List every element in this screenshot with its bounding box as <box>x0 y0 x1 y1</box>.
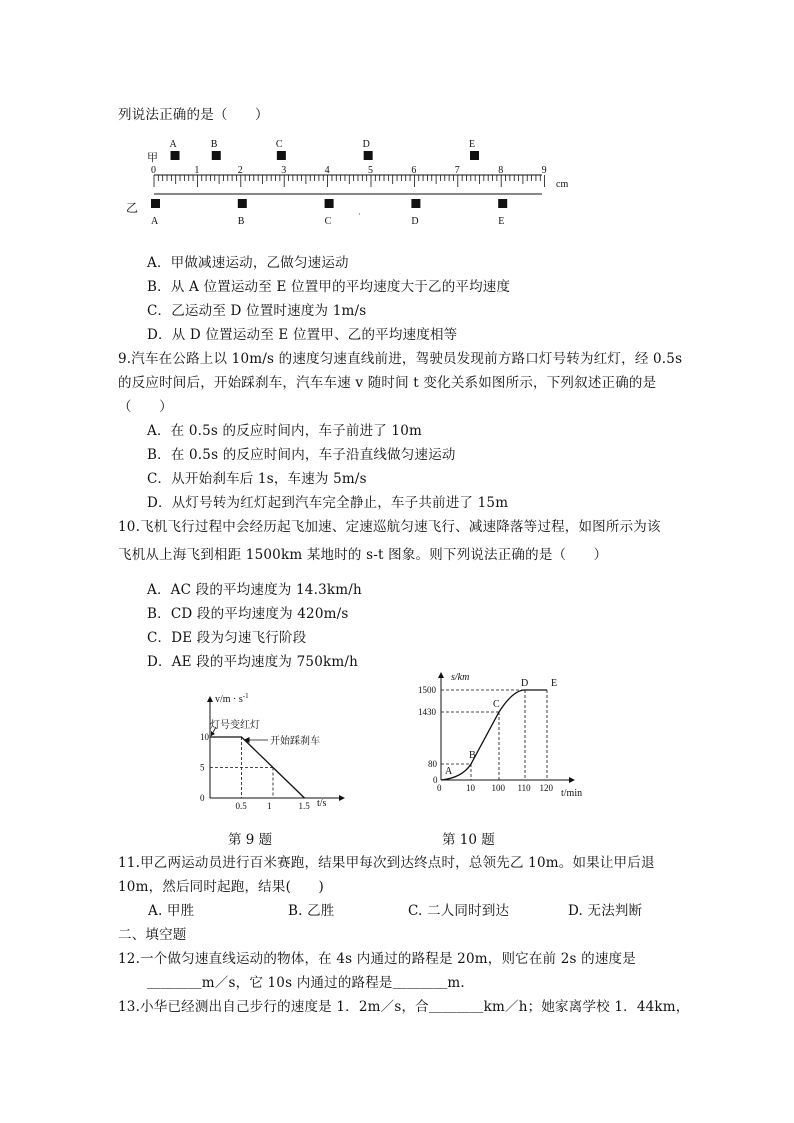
q10-option-d: D．AE 段的平均速度为 750km/h <box>147 654 359 670</box>
q11-option-b: B. 乙胜 <box>288 903 335 919</box>
fig9-ytick: 10 <box>200 732 209 742</box>
fig10-xlabel: t/min <box>561 788 583 799</box>
fig10-chart <box>413 668 593 803</box>
top-mark-square <box>277 151 286 160</box>
bottom-mark-square <box>498 199 507 208</box>
fig10-origin: 0 <box>437 783 442 793</box>
q9-stem-line3: （ ） <box>118 399 173 415</box>
q11-option-a: A. 甲胜 <box>148 903 195 919</box>
q10-option-a: A．AC 段的平均速度为 14.3km/h <box>147 582 362 598</box>
ruler-number: 5 <box>368 165 373 176</box>
fig9-ytick: 0 <box>200 793 205 803</box>
bottom-mark-label: A <box>151 216 159 227</box>
fig10-y-arrow <box>438 672 444 678</box>
ruler-number: 4 <box>324 165 330 176</box>
q9-option-a: A．在 0.5s 的反应时间内，车子前进了 10m <box>147 423 422 439</box>
fig10-point-label: B <box>469 750 476 761</box>
fig9-chart <box>195 688 355 813</box>
ruler-number: 2 <box>237 165 243 176</box>
fig9-xtick: 1.5 <box>298 801 310 811</box>
ruler-figure <box>118 135 588 230</box>
fig10-xtick: 120 <box>539 783 553 793</box>
q8-option-b: B．从 A 位置运动至 E 位置甲的平均速度大于乙的平均速度 <box>147 279 511 295</box>
bottom-mark-label: D <box>411 216 419 227</box>
fig9-y-arrow <box>207 696 213 702</box>
fig10-x-arrow <box>569 777 575 783</box>
fig9-xlabel: t/s <box>317 798 327 809</box>
q8-option-c: C．乙运动至 D 位置时速度为 1m/s <box>147 303 367 319</box>
q10-stem-line1: 10.飞机飞行过程中会经历起飞加速、定速巡航匀速飞行、减速降落等过程，如图所示为该 <box>118 519 661 535</box>
fig10-point-label: A <box>445 766 453 777</box>
top-mark-label: C <box>275 139 283 150</box>
top-mark-square <box>171 151 180 160</box>
ruler-bottom-label: 乙 <box>126 201 139 215</box>
q11-stem-line1: 11.甲乙两运动员进行百米赛跑，结果甲每次到达终点时，总领先乙 10m。如果让甲后退 <box>118 855 655 871</box>
bottom-mark-square <box>411 199 420 208</box>
bottom-mark-square <box>151 199 160 208</box>
top-mark-label: B <box>210 139 218 150</box>
q11-option-d: D. 无法判断 <box>568 903 643 919</box>
fig9-ytick: 5 <box>200 762 205 773</box>
fig9-annotation-brake: 开始踩刹车 <box>270 736 320 747</box>
fig10-ytick: 0 <box>433 775 438 785</box>
fig10-ytick: 1500 <box>418 685 436 695</box>
fig10-ytick: 80 <box>428 759 437 769</box>
ruler-number: 3 <box>281 165 287 176</box>
fig10-marks <box>437 678 557 793</box>
q10-stem-line2: 飞机从上海飞到相距 1500km 某地时的 s-t 图象。则下列说法正确的是（ ） <box>118 547 608 563</box>
q9-option-c: C．从开始刹车后 1s，车速为 5m/s <box>147 471 367 487</box>
q10-option-c: C．DE 段为匀速飞行阶段 <box>147 630 307 646</box>
bottom-mark-square <box>238 199 247 208</box>
ruler-number: 8 <box>498 165 504 176</box>
ruler-unit: cm <box>556 179 569 190</box>
fig10-point-label: E <box>551 678 558 689</box>
fig9-annotation-red: 灯号变红灯 <box>210 720 260 731</box>
fig10-xtick: 110 <box>517 783 531 793</box>
ruler-top-label: 甲 <box>147 151 158 164</box>
q11-stem-line2: 10m，然后同时起跑，结果( ) <box>118 879 324 895</box>
bottom-mark-label: B <box>237 216 245 227</box>
q9-option-b: B．在 0.5s 的反应时间内，车子沿直线做匀速运动 <box>147 447 456 463</box>
q9-stem-line2: 的反应时间后，开始踩刹车，汽车车速 v 随时间 t 变化关系如图所示，下列叙述正确的是 <box>118 375 657 391</box>
q8-option-a: A．甲做减速运动，乙做匀速运动 <box>147 255 349 271</box>
fig10-xtick: 10 <box>466 783 475 793</box>
ruler-number: 1 <box>194 165 200 176</box>
fig9-xtick: 0.5 <box>235 801 247 811</box>
fig10-point-label: C <box>493 699 500 710</box>
q12-line2: ＿＿＿＿m／s，它 10s 内通过的路程是＿＿＿＿m. <box>147 975 465 991</box>
fig10-ylabel: s/km <box>451 672 470 683</box>
fig10-point-label: D <box>521 678 529 689</box>
fig9-xtick: 1 <box>267 801 272 811</box>
bottom-marks <box>151 199 507 227</box>
q12-line1: 12.一个做匀速直线运动的物体，在 4s 内通过的路程是 20m，则它在前 2s 的速度是 <box>118 951 636 967</box>
top-mark-square <box>470 151 479 160</box>
q10-option-b: B．CD 段的平均速度为 420m/s <box>147 606 349 622</box>
ruler-number: 6 <box>411 165 417 176</box>
q8-option-d: D．从 D 位置运动至 E 位置甲、乙的平均速度相等 <box>147 327 458 343</box>
fig9-ylabel: $v/m \cdot s^{-1}$ <box>215 692 249 705</box>
q9-stem-line1: 9.汽车在公路上以 10m/s 的速度匀速直线前进，驾驶员发现前方路口灯号转为红灯，经 0.5s <box>118 351 683 367</box>
ruler-ticks <box>154 175 545 187</box>
bottom-mark-square <box>325 199 334 208</box>
ruler-numbers <box>151 165 547 176</box>
top-marks <box>170 139 479 160</box>
fig10-caption: 第 10 题 <box>442 832 495 848</box>
q11-option-c: C. 二人同时到达 <box>408 903 510 919</box>
ruler-number: 9 <box>541 165 547 176</box>
fig10-ytick: 1430 <box>418 707 436 717</box>
q13-line1: 13.小华已经测出自己步行的速度是 1．2m／s，合＿＿＿＿km／h；她家离学校 1．44km， <box>118 999 690 1015</box>
bottom-mark-label: E <box>498 216 505 227</box>
top-mark-label: D <box>362 139 370 150</box>
fig9-caption: 第 9 题 <box>228 832 273 848</box>
q9-option-d: D．从灯号转为红灯起到汽车完全静止，车子共前进了 15m <box>147 495 509 511</box>
ruler-number: 7 <box>454 165 460 176</box>
top-mark-square <box>212 151 221 160</box>
svg-text:·: · <box>358 210 361 219</box>
section-heading: 二、填空题 <box>118 927 187 943</box>
bottom-mark-label: C <box>324 216 332 227</box>
top-mark-label: E <box>468 139 476 150</box>
fig9-x-arrow <box>339 795 345 801</box>
fig10-xtick: 100 <box>491 783 505 793</box>
ruler-number: 0 <box>151 165 156 176</box>
top-mark-square <box>364 151 373 160</box>
question-intro: 列说法正确的是（ ） <box>118 107 269 123</box>
fig9-axes <box>200 696 345 811</box>
top-mark-label: A <box>169 139 177 150</box>
